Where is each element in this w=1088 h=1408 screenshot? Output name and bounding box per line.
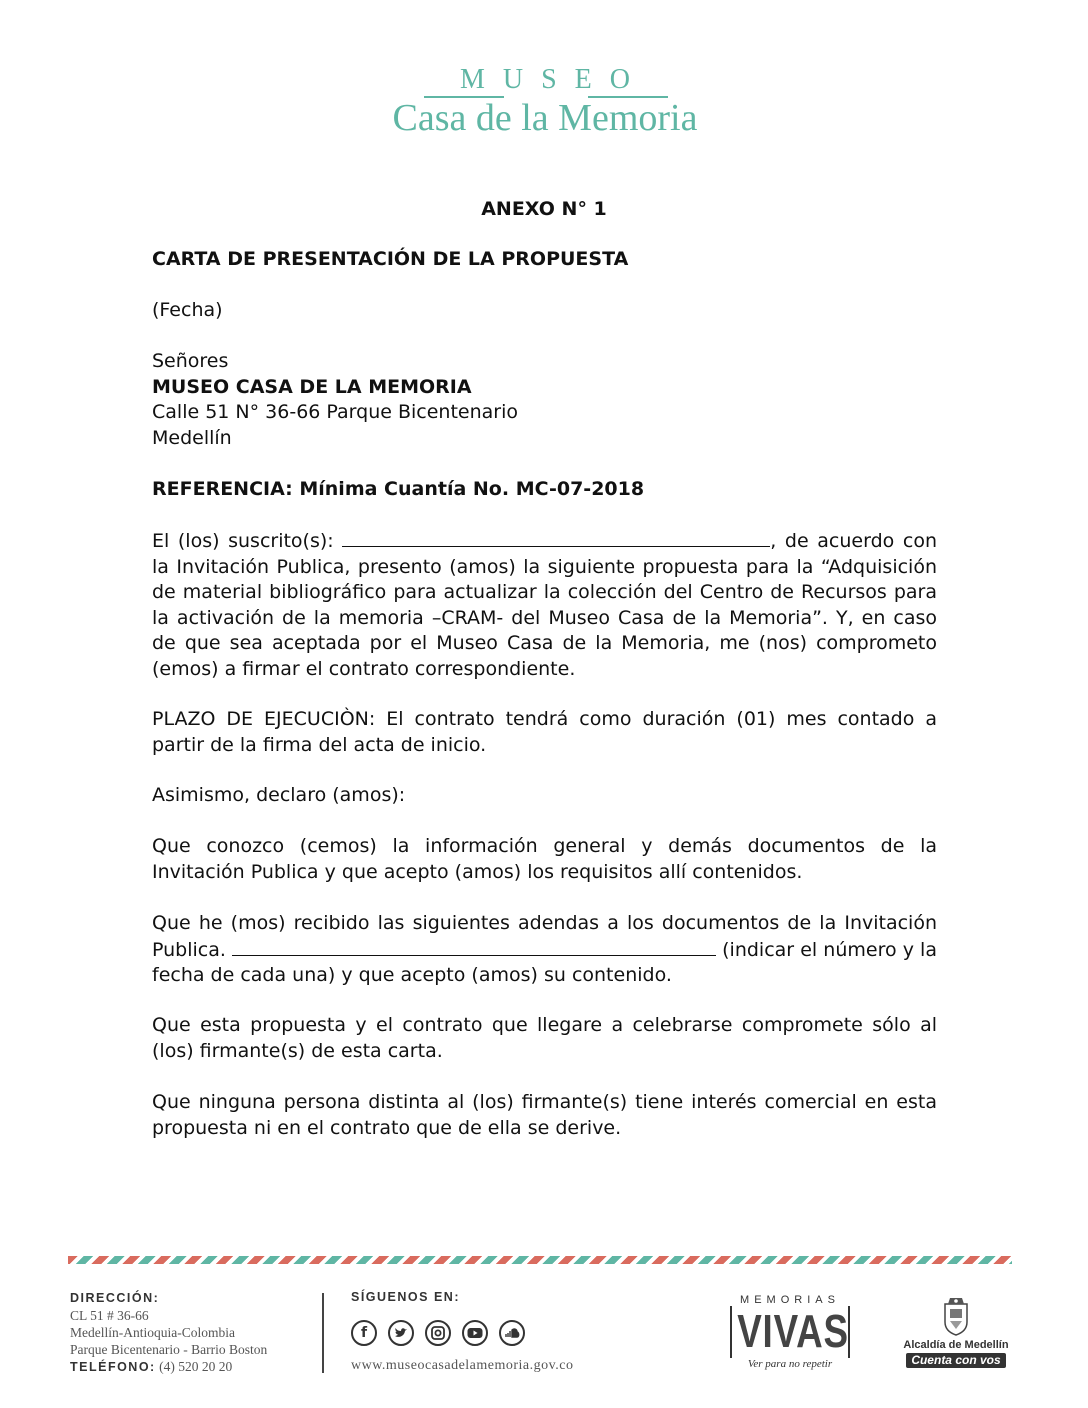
coat-of-arms-icon: [942, 1296, 970, 1336]
youtube-icon[interactable]: [462, 1320, 488, 1346]
adendas-blank[interactable]: [232, 937, 716, 956]
document-title: ANEXO N° 1: [481, 198, 607, 220]
reference-line: REFERENCIA: Mínima Cuantía No. MC-07-2018: [152, 478, 645, 500]
p5-start: Que he (mos) recibido las siguientes adendas a los documentos de la Invitación Publica.: [152, 912, 937, 961]
memorias-vivas-logo: [724, 1294, 856, 1372]
soundcloud-icon[interactable]: [499, 1320, 525, 1346]
paragraph-conozco: Que conozco (cemos) la información general y demás documentos de la Invitación Publica y que acepto (amos) los requisitos allí contenidos.: [152, 835, 937, 883]
paragraph-compromete: Que esta propuesta y el contrato que llegare a celebrarse compromete sólo al (los) firmante(s) de esta carta.: [152, 1014, 937, 1062]
p1-start: El (los) suscrito(s):: [152, 530, 334, 552]
address-line-2: Medellín-Antioquia-Colombia: [70, 1325, 235, 1340]
alcaldia-slogan: Cuenta con vos: [906, 1353, 1006, 1368]
address-line-3: Parque Bicentenario - Barrio Boston: [70, 1342, 268, 1357]
phone-number: (4) 520 20 20: [159, 1359, 233, 1374]
vivas-top-text: MEMORIAS: [740, 1294, 840, 1306]
paragraph-declaro: Asimismo, declaro (amos):: [152, 784, 406, 806]
instagram-icon[interactable]: [425, 1320, 451, 1346]
footer-stripe: [68, 1256, 1012, 1264]
alcaldia-name: Alcaldía de Medellín: [903, 1339, 1009, 1351]
phone-label: TELÉFONO:: [70, 1360, 156, 1374]
footer-address: [70, 1290, 267, 1376]
paragraph-interes: Que ninguna persona distinta al (los) firmante(s) tiene interés comercial en esta propuesta ni en el contrato que de ella se derive.: [152, 1091, 937, 1139]
addressee-address: Calle 51 N° 36-66 Parque Bicentenario: [152, 401, 519, 423]
follow-label: SÍGUENOS EN:: [351, 1290, 460, 1304]
vivas-subtitle: Ver para no repetir: [747, 1358, 833, 1370]
addressee-name: MUSEO CASA DE LA MEMORIA: [152, 375, 472, 398]
footer-divider: [322, 1293, 324, 1373]
addressee-block: [152, 349, 937, 451]
p5-rest: (indicar el número y la fecha de cada una) y que acepto (amos) su contenido.: [152, 938, 937, 986]
phone-line: [70, 1358, 267, 1376]
paragraph-plazo: PLAZO DE EJECUCIÒN: El contrato tendrá como duración (01) mes contado a partir de la firma del acta de inicio.: [152, 708, 937, 756]
logo-bottom-text: Casa de la Memoria: [392, 97, 698, 139]
vivas-word: VIVAS: [737, 1305, 849, 1357]
twitter-icon[interactable]: [388, 1320, 414, 1346]
p1-rest: , de acuerdo con la Invitación Publica, presento (amos) la siguiente propuesta para la “Adquisición de material bibliográfico para actualizar la colección del Centro de Recursos para la activación de la memoria –CRAM- del Museo Casa de la Memoria”. Y, en caso de que sea aceptada por el Museo Casa de la Memoria, me (nos) comprometo (emos) a firmar el contrato correspondiente.: [152, 530, 937, 680]
address-line-1: CL 51 # 36-66: [70, 1308, 149, 1323]
website-link[interactable]: www.museocasadelamemoria.gov.co: [351, 1358, 574, 1373]
addressee-city: Medellín: [152, 426, 232, 449]
addressee-salutation: Señores: [152, 350, 229, 372]
facebook-icon[interactable]: f: [351, 1320, 377, 1346]
museum-logo: [350, 58, 740, 148]
date-placeholder: (Fecha): [152, 299, 223, 321]
alcaldia-logo: [900, 1296, 1012, 1368]
logo-top-text: MUSEO: [459, 64, 648, 95]
paragraph-proposal: [152, 528, 937, 682]
social-icons: [351, 1320, 525, 1346]
paragraph-adendas: [152, 911, 937, 989]
address-label: DIRECCIÓN:: [70, 1291, 160, 1305]
signer-name-blank[interactable]: [342, 528, 770, 547]
document-subtitle: CARTA DE PRESENTACIÓN DE LA PROPUESTA: [152, 248, 629, 270]
